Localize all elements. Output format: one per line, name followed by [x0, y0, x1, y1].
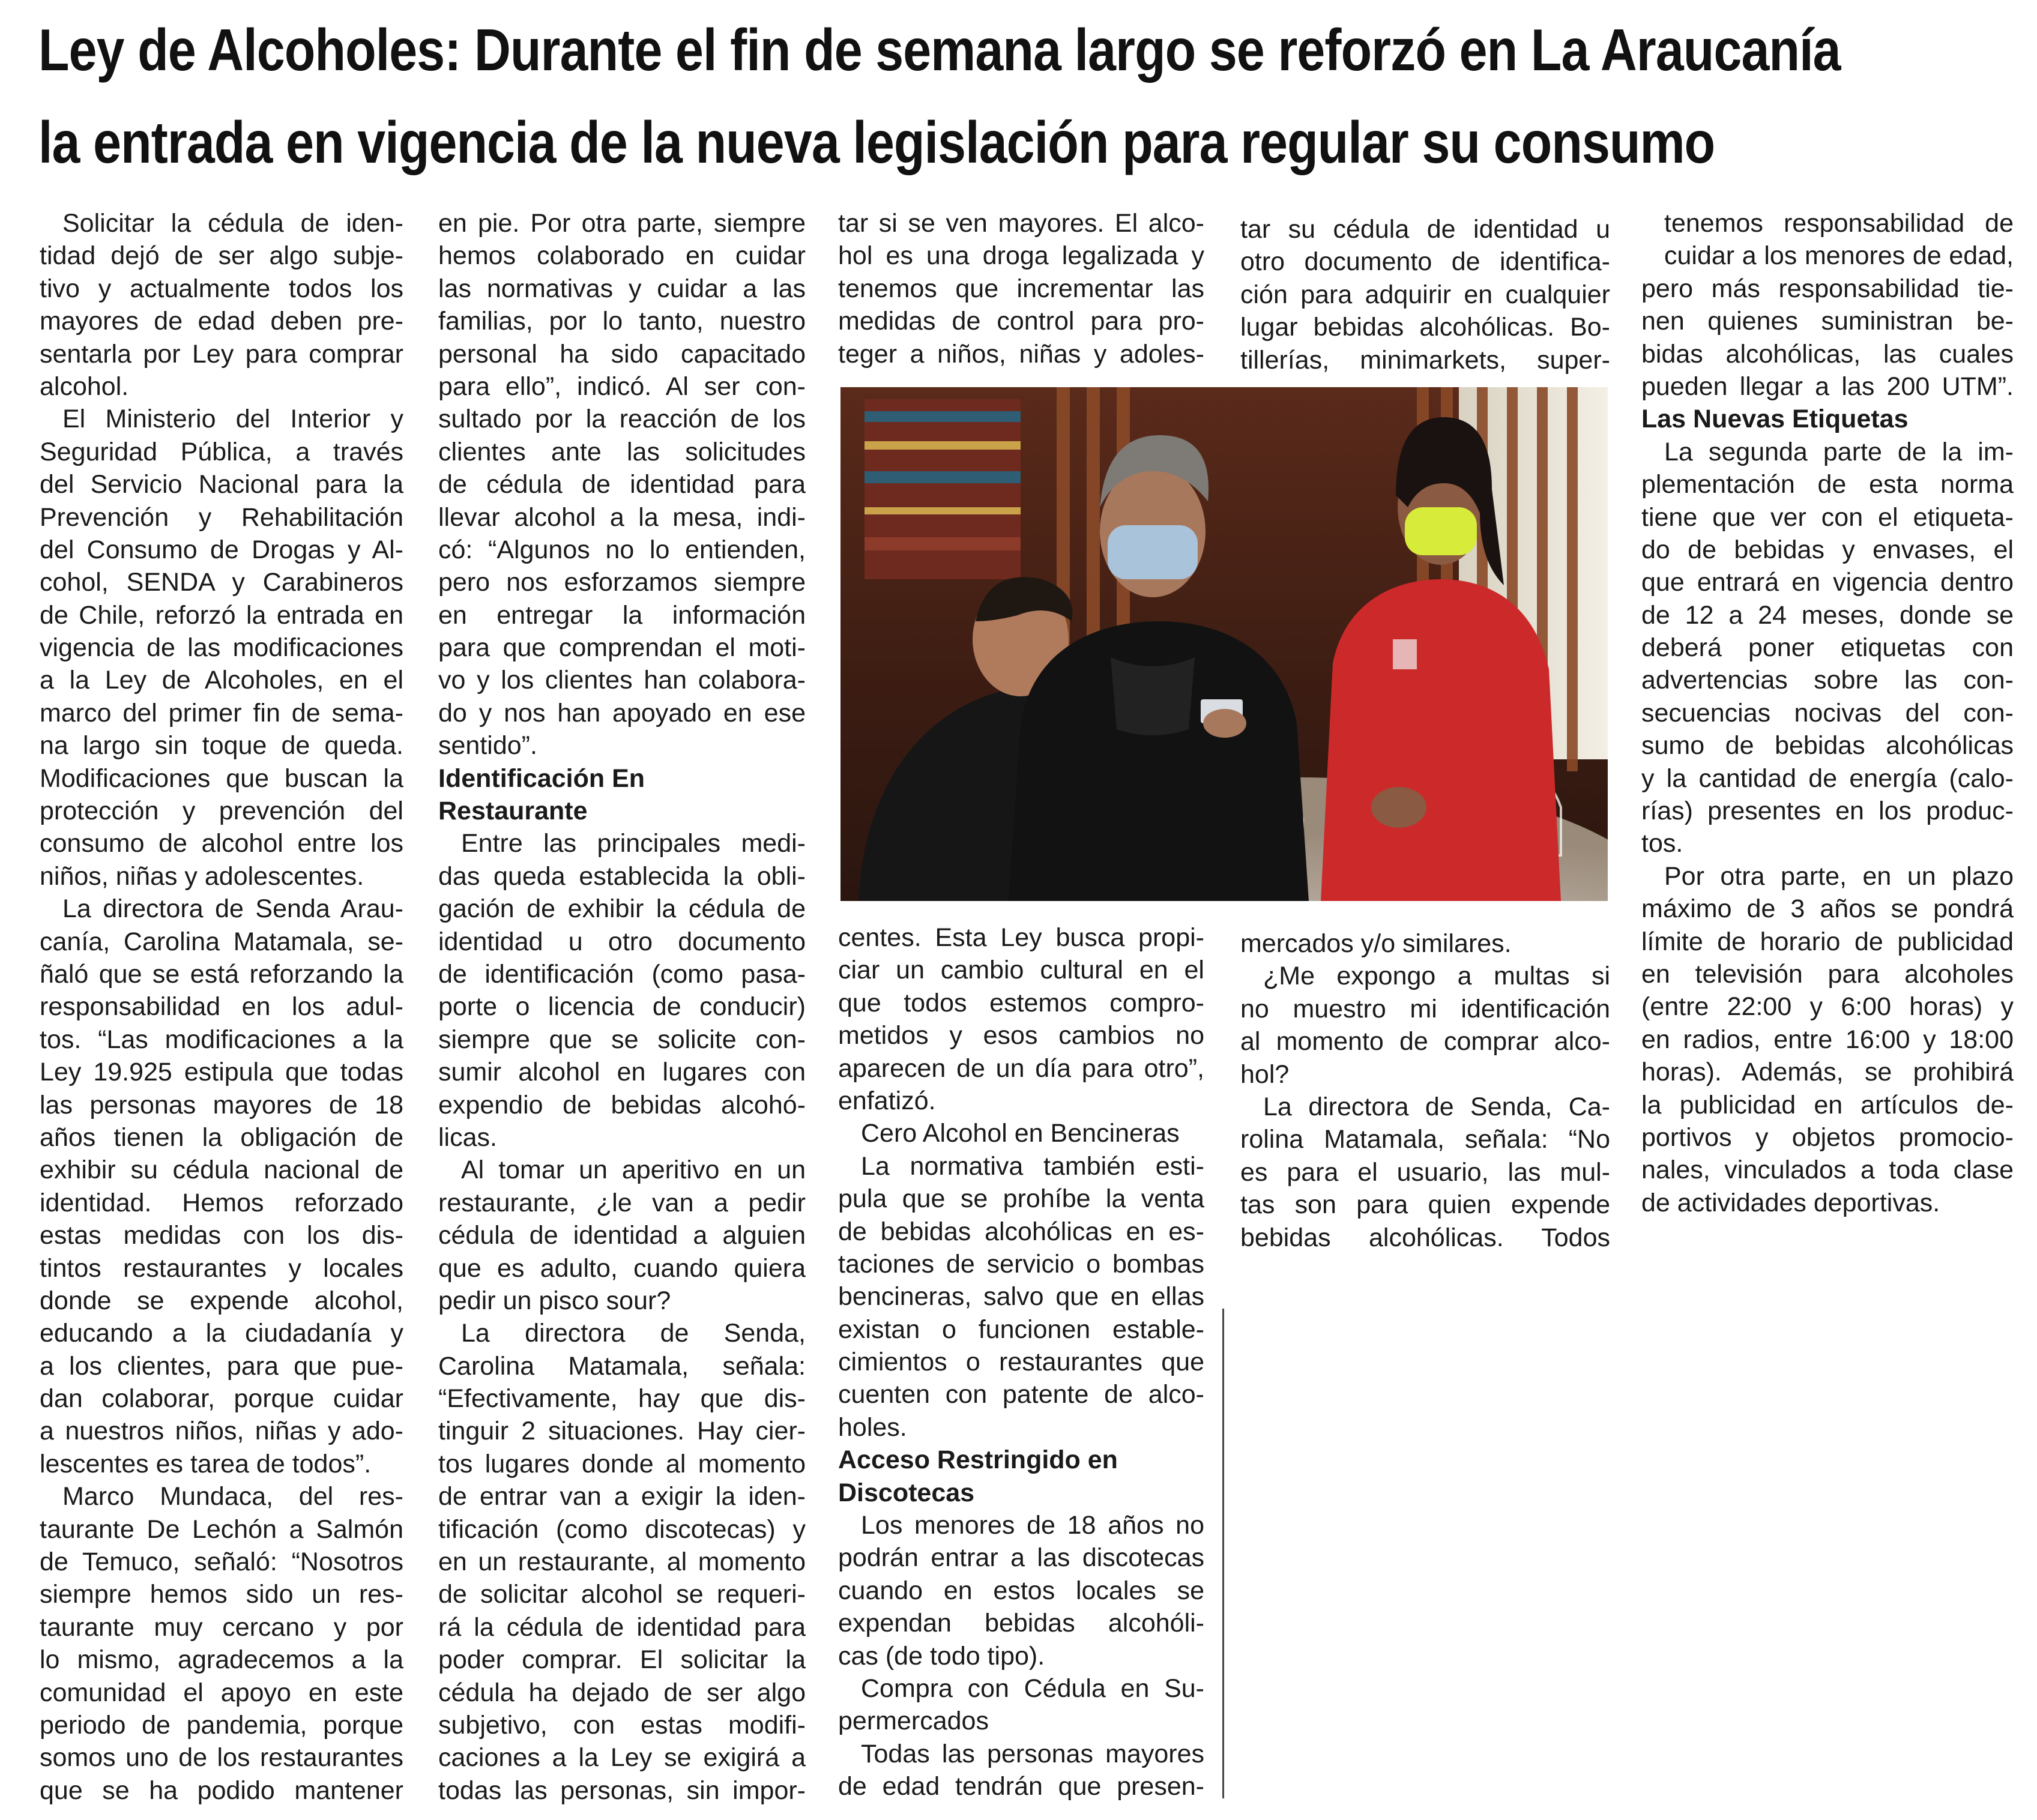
text-line: Entre las principales medi- [461, 829, 806, 858]
text-line: lugar bebidas alcohólicas. Bo- [1240, 313, 1610, 342]
text-line: La normativa también esti- [861, 1151, 1204, 1181]
text-line: de cédula de identidad para [438, 470, 806, 499]
text-line: aparecen de un día para otro”, [838, 1053, 1204, 1083]
text-line: no muestro mi identificación [1240, 994, 1610, 1023]
text-line: estas medidas con los dis- [40, 1221, 403, 1250]
text-line: Ley 19.925 estipula que todas [40, 1058, 403, 1087]
text-line: periodo de pandemia, porque [40, 1710, 403, 1740]
text-line: cimientos o restaurantes que [838, 1348, 1204, 1377]
text-line: Marco Mundaca, del res- [62, 1482, 403, 1511]
text-line: protección y prevención del [40, 797, 403, 826]
text-line: tas son para quien expende [1240, 1190, 1610, 1220]
text-line: del Consumo de Drogas y Al- [40, 535, 403, 564]
text-line: de Temuco, señaló: “Nosotros [40, 1547, 403, 1577]
text-line: identidad. Hemos reforzado [40, 1188, 403, 1217]
text-line: bidas alcohólicas, las cuales [1641, 339, 2014, 369]
text-line: horas). Además, se prohibirá [1641, 1058, 2014, 1087]
subheading-discotecas: Discotecas [838, 1478, 975, 1507]
text-line: a los clientes, para que pue- [40, 1351, 403, 1381]
text-line: pero nos esforzamos siempre [438, 568, 806, 597]
text-line: nen quienes suministran be- [1641, 307, 2014, 336]
text-line: tenemos responsabilidad de [1664, 209, 2014, 238]
column-3-bottom [838, 921, 1204, 1803]
text-line: las personas mayores de 18 [40, 1090, 403, 1119]
text-line: sentarla por Ley para comprar [40, 339, 403, 369]
text-line: mercados y/o similares. [1240, 929, 1512, 958]
text-line: La directora de Senda Arau- [62, 894, 403, 924]
text-line: do y nos han apoyado en ese [438, 698, 806, 728]
text-line: cédula ha dejado de ser algo [438, 1678, 806, 1707]
text-line: na largo sin toque de queda. [40, 731, 403, 761]
text-line: advertencias sobre las con- [1641, 666, 2014, 695]
text-line: a la Ley de Alcoholes, en el [40, 666, 403, 695]
text-line: siempre que se solicite con- [438, 1025, 806, 1054]
column-2 [438, 207, 806, 1807]
text-line: La directora de Senda, [461, 1319, 806, 1348]
text-line: del Servicio Nacional para la [40, 470, 403, 499]
text-line: das queda establecida la obli- [438, 861, 806, 891]
text-line: gación de exhibir la cédula de [438, 894, 806, 924]
text-line: taciones de servicio o bombas [838, 1249, 1204, 1279]
text-line: niños, niñas y adolescentes. [40, 861, 364, 891]
subheading-nuevas-etiquetas: Las Nuevas Etiquetas [1641, 405, 1909, 434]
text-line: mayores de edad deben pre- [40, 307, 403, 336]
text-line: tar su cédula de identidad u [1240, 215, 1610, 244]
text-line: hol? [1240, 1059, 1290, 1089]
text-line: Carolina Matamala, señala: [438, 1351, 806, 1381]
text-line: educando a la ciudadanía y [40, 1319, 403, 1348]
text-line: rías) presentes en los produc- [1641, 797, 2014, 826]
text-line: para ello”, indicó. Al ser con- [438, 372, 806, 401]
text-line: en un restaurante, al momento [438, 1547, 806, 1577]
text-line: poder comprar. El solicitar la [438, 1645, 806, 1675]
text-line: Por otra parte, en un plazo [1664, 861, 2014, 891]
text-line: bencineras, salvo que en ellas [838, 1282, 1204, 1312]
text-line: cuidar a los menores de edad, [1664, 241, 2014, 271]
text-line: en radios, entre 16:00 y 18:00 [1641, 1025, 2014, 1054]
text-line: Seguridad Pública, a través [40, 437, 403, 466]
text-line: a nuestros niños, niñas y ado- [40, 1417, 403, 1446]
text-line: licas. [438, 1122, 497, 1152]
text-line: cuando en estos locales se [838, 1576, 1204, 1605]
text-line: marco del primer fin de sema- [40, 698, 403, 728]
text-line: do de bebidas y envases, el [1641, 535, 2014, 564]
text-line: ciar un cambio cultural en el [838, 956, 1204, 985]
text-line: porte o licencia de conducir) [438, 992, 806, 1022]
text-line: podrán entrar a las discotecas [838, 1543, 1204, 1573]
text-line: bebidas alcohólicas. Todos [1240, 1223, 1610, 1252]
headline [38, 4, 2014, 188]
text-line: llevar alcohol a la mesa, indi- [438, 502, 806, 532]
text-line: sumir alcohol en lugares con [438, 1058, 806, 1087]
text-line: existan o funcionen estable- [838, 1315, 1204, 1344]
text-line: años tienen la obligación de [40, 1122, 403, 1152]
text-line: Modificaciones que buscan la [40, 764, 403, 793]
text-line: y la cantidad de energía (calo- [1641, 764, 2014, 793]
text-line: tos. “Las modificaciones a la [40, 1025, 403, 1054]
text-line: alcohol. [40, 372, 129, 401]
text-line: rolina Matamala, señala: “No [1240, 1125, 1610, 1154]
text-line: de Chile, reforzó la entrada en [40, 600, 403, 630]
text-line: comunidad el apoyo en este [40, 1678, 403, 1707]
text-line: pueden llegar a las 200 UTM”. [1641, 372, 2014, 401]
text-line: ñaló que se está reforzando la [40, 959, 403, 989]
column-divider [1222, 1309, 1224, 1798]
text-line: cohol, SENDA y Carabineros [40, 568, 403, 597]
text-line: nales, vinculados a toda clase [1641, 1156, 2014, 1185]
text-line: vo y los clientes han colabora- [438, 666, 806, 695]
subheading-acceso: Acceso Restringido en [838, 1445, 1118, 1475]
text-line: có: “Algunos no lo entienden, [438, 535, 806, 564]
text-line: subjetivo, con estas modifi- [438, 1710, 806, 1740]
text-line: rá la cédula de identidad para [438, 1612, 806, 1642]
subheading-supermercados: permercados [838, 1707, 989, 1736]
text-line: en pie. Por otra parte, siempre [438, 209, 806, 238]
text-line: medidas de control para pro- [838, 307, 1204, 336]
text-line: de identificación (como pasa- [438, 959, 806, 989]
text-line: consumo de alcohol entre los [40, 829, 403, 858]
column-3-top [838, 207, 1204, 370]
text-line: tiene que ver con el etiqueta- [1641, 502, 2014, 532]
text-line: enfatizó. [838, 1086, 936, 1115]
text-line: canía, Carolina Matamala, se- [40, 927, 403, 956]
text-line: que entrará en vigencia dentro [1641, 568, 2014, 597]
text-line: identidad u otro documento [438, 927, 806, 956]
text-line: pula que se prohíbe la venta [838, 1184, 1204, 1214]
text-line: teger a niños, niñas y adoles- [838, 339, 1204, 369]
text-line: portivos y objetos promocio- [1641, 1122, 2014, 1152]
text-line: somos uno de los restaurantes [40, 1743, 403, 1773]
text-line: en televisión para alcoholes [1641, 959, 2014, 989]
text-line: “Efectivamente, hay que dis- [438, 1384, 806, 1414]
text-line: vigencia de las modificaciones [40, 633, 403, 663]
text-line: al momento de comprar alco- [1240, 1027, 1610, 1056]
text-line: holes. [838, 1412, 907, 1442]
text-line: ción para adquirir en cualquier [1240, 280, 1610, 309]
text-line: dan colaborar, porque cuidar [40, 1384, 403, 1414]
column-1 [40, 207, 403, 1807]
text-line: cuenten con patente de alco- [838, 1380, 1204, 1409]
text-line: restaurante, ¿le van a pedir [438, 1188, 806, 1217]
text-line: sultado por la reacción de los [438, 405, 806, 434]
text-line: tidad dejó de ser algo subje- [40, 241, 403, 271]
column-4-top [1240, 213, 1610, 376]
subheading-cero-alcohol: Cero Alcohol en Bencineras [861, 1119, 1180, 1148]
text-line: tintos restaurantes y locales [40, 1253, 403, 1283]
text-line: (entre 22:00 y 6:00 horas) y [1641, 992, 2014, 1022]
text-line: taurante De Lechón a Salmón [40, 1514, 403, 1544]
text-line: siempre hemos sido un res- [40, 1580, 403, 1609]
text-line: taurante muy cercano y por [40, 1612, 403, 1642]
text-line: exhibir su cédula nacional de [40, 1156, 403, 1185]
text-line: personal ha sido capacitado [438, 339, 806, 369]
restaurant-scene-image [840, 387, 1608, 901]
text-line: tenemos que incrementar las [838, 274, 1204, 303]
article-photo [840, 387, 1608, 901]
text-line: hemos colaborado en cuidar [438, 241, 806, 271]
text-line: La directora de Senda, Ca- [1263, 1092, 1610, 1121]
text-line: expendan bebidas alcohóli- [838, 1609, 1204, 1638]
text-line: es para el usuario, las mul- [1240, 1157, 1610, 1187]
text-line: tos lugares donde al momento [438, 1449, 806, 1478]
text-line: para que comprendan el moti- [438, 633, 806, 663]
text-line: de bebidas alcohólicas en es- [838, 1217, 1204, 1246]
text-line: pedir un pisco sour? [438, 1286, 671, 1315]
text-line: lo mismo, agradecemos a la [40, 1645, 403, 1675]
text-line: máximo de 3 años se pondrá [1641, 894, 2014, 924]
text-line: todas las personas, sin impor- [438, 1776, 806, 1805]
text-line: que es adulto, cuando quiera [438, 1253, 806, 1283]
column-5 [1641, 207, 2014, 1219]
text-line: cas (de todo tipo). [838, 1641, 1045, 1671]
subheading-compra-cedula: Compra con Cédula en Su- [861, 1674, 1204, 1703]
text-line: familias, por lo tanto, nuestro [438, 307, 806, 336]
text-line: responsabilidad en los adul- [40, 992, 403, 1022]
text-line: expendio de bebidas alcohó- [438, 1090, 806, 1119]
text-line: Los menores de 18 años no [861, 1511, 1204, 1540]
headline-line-2: la entrada en vigencia de la nueva legislación para regular su consumo [38, 109, 1715, 175]
text-line: Al tomar un aperitivo en un [461, 1156, 806, 1185]
headline-line-1: Ley de Alcoholes: Durante el fin de semana largo se reforzó en La Araucanía [38, 17, 1841, 83]
text-line: tinguir 2 situaciones. Hay cier- [438, 1417, 806, 1446]
text-line: de edad tendrán que presen- [838, 1772, 1204, 1801]
subheading-restaurante: Restaurante [438, 797, 588, 826]
text-line: de entrar van a exigir la iden- [438, 1482, 806, 1511]
text-line: cédula de identidad a alguien [438, 1221, 806, 1250]
text-line: la publicidad en artículos de- [1641, 1090, 2014, 1119]
text-line: Todas las personas mayores [861, 1739, 1204, 1768]
text-line: tar si se ven mayores. El alco- [838, 209, 1204, 238]
text-line: centes. Esta Ley busca propi- [838, 923, 1204, 952]
text-line: caciones a la Ley se exigirá a [438, 1743, 806, 1773]
text-line: hol es una droga legalizada y [838, 241, 1204, 271]
text-line: límite de horario de publicidad [1641, 927, 2014, 956]
text-line: metidos y esos cambios no [838, 1021, 1204, 1050]
text-line: en entregar la información [438, 600, 806, 630]
text-line: otro documento de identifica- [1240, 247, 1610, 277]
text-line: donde se expende alcohol, [40, 1286, 403, 1315]
text-line: sumo de bebidas alcohólicas [1641, 731, 2014, 761]
text-line: de 12 a 24 meses, donde se [1641, 600, 2014, 630]
text-line: tivo y actualmente todos los [40, 274, 403, 303]
text-line: tillerías, minimarkets, super- [1240, 345, 1610, 375]
text-line: deberá poner etiquetas con [1641, 633, 2014, 663]
text-line: Prevención y Rehabilitación [40, 502, 403, 532]
text-line: clientes ante las solicitudes [438, 437, 806, 466]
text-line: las normativas y cuidar a las [438, 274, 806, 303]
text-line: pero más responsabilidad tie- [1641, 274, 2014, 303]
text-line: de solicitar alcohol se requeri- [438, 1580, 806, 1609]
text-line: ¿Me expongo a multas si [1263, 962, 1610, 991]
text-line: de actividades deportivas. [1641, 1188, 1940, 1217]
subheading-identificacion: Identificación En [438, 764, 645, 793]
text-line: que se ha podido mantener [40, 1776, 403, 1805]
text-line: que todos estemos compro- [838, 988, 1204, 1017]
text-line: tos. [1641, 829, 1683, 858]
text-line: secuencias nocivas del con- [1641, 698, 2014, 728]
text-line: lescentes es tarea de todos”. [40, 1449, 372, 1478]
text-line: La segunda parte de la im- [1664, 437, 2014, 466]
text-line: plementación de esta norma [1641, 470, 2014, 499]
text-line: El Ministerio del Interior y [62, 405, 403, 434]
text-line: sentido”. [438, 731, 537, 761]
text-line: Solicitar la cédula de iden- [62, 209, 403, 238]
text-line: tificación (como discotecas) y [438, 1514, 806, 1544]
column-4-bottom [1240, 927, 1610, 1254]
